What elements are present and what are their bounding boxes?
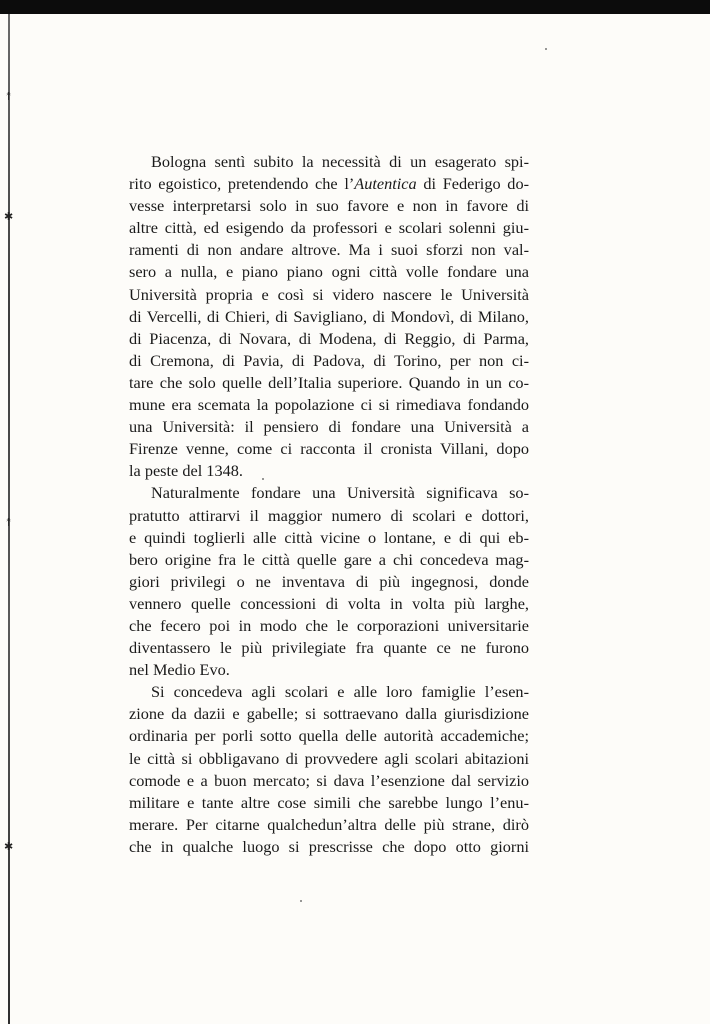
italic-title: Autentica	[354, 174, 417, 194]
text-line: bero origine fra le città quelle gare a chi concedeva mag-	[129, 549, 529, 569]
text-line: sero a nulla, e piano piano ogni città volle fondare una	[129, 262, 529, 282]
text-line: Bologna sentì subito la necessità di un esagerato spi-	[151, 152, 529, 171]
text-line: tare che solo quelle dell’Italia superiore. Quando in un co-	[129, 372, 529, 392]
binding-thread-mark: ✱	[4, 841, 14, 853]
text-run: rito egoistico, pretendendo che l’	[129, 174, 355, 194]
text-line: giori privilegi o ne inventava di più ingegnosi, donde	[129, 571, 529, 591]
text-line: di Cremona, di Pavia, di Padova, di Torino, per non ci-	[129, 350, 529, 370]
text-line: vesse interpretarsi solo in suo favore e non in favore di	[129, 196, 529, 216]
text-line: ramenti di non andare altrove. Ma i suoi sforzi non val-	[129, 240, 529, 260]
text-line: che fecero poi in modo che le corporazioni universitarie	[129, 615, 529, 635]
text-line: vennero quelle concessioni di volta in volta più larghe,	[129, 593, 529, 613]
text-line: ordinaria per porli sotto quella delle autorità accademiche;	[129, 726, 529, 746]
text-line: comode e a buon mercato; si dava l’esenzione dal servizio	[129, 770, 529, 790]
binding-thread-mark: ↟	[4, 91, 14, 103]
text-line: Università propria e così si videro nascere le Università	[129, 284, 529, 304]
text-line: mune era scemata la popolazione ci si rimediava fondando	[129, 395, 529, 415]
paragraph	[129, 482, 529, 681]
text-line: la peste del 1348.	[129, 461, 243, 481]
text-line: di Vercelli, di Chieri, di Savigliano, di Mondovì, di Milano,	[129, 306, 529, 326]
text-line: Si concedeva agli scolari e alle loro famiglie l’esen-	[151, 682, 529, 702]
paragraph	[129, 151, 529, 482]
text-line: diventassero le più privilegiate fra quante ce ne furono	[129, 638, 529, 658]
page-body-text	[129, 151, 529, 858]
text-line: militare e tante altre cose simili che sarebbe lungo l’enu-	[129, 792, 529, 812]
text-line	[129, 173, 529, 195]
text-run: di Federigo do-	[416, 174, 530, 194]
text-line: zione da dazii e gabelle; si sottraevano dalla giurisdizione	[129, 704, 529, 724]
paper-speck	[545, 48, 547, 50]
text-line: Naturalmente fondare una Università significava so-	[151, 483, 529, 503]
text-line: e quindi toglierli alle città vicine o lontane, e di qui eb-	[129, 527, 529, 547]
paper-speck	[300, 900, 302, 902]
text-line: che in qualche luogo si prescrisse che dopo otto giorni	[129, 836, 529, 856]
text-line: Firenze venne, come ci racconta il cronista Villani, dopo	[129, 439, 529, 459]
text-line: nel Medio Evo.	[129, 660, 230, 680]
text-line: una Università: il pensiero di fondare una Università a	[129, 417, 529, 437]
binding-thread-mark: ↟	[4, 517, 14, 529]
scan-top-border	[0, 0, 710, 14]
binding-thread-mark: ✱	[4, 211, 14, 223]
text-line: le città si obbligavano di provvedere agli scolari abitazioni	[129, 748, 529, 768]
text-line: di Piacenza, di Novara, di Modena, di Reggio, di Parma,	[129, 328, 529, 348]
text-line: altre città, ed esigendo da professori e scolari solenni giu-	[129, 218, 529, 238]
paragraph	[129, 681, 529, 858]
text-line: merare. Per citarne qualchedun’altra delle più strane, dirò	[129, 814, 529, 834]
text-line: pratutto attirarvi il maggior numero di scolari e dottori,	[129, 505, 529, 525]
